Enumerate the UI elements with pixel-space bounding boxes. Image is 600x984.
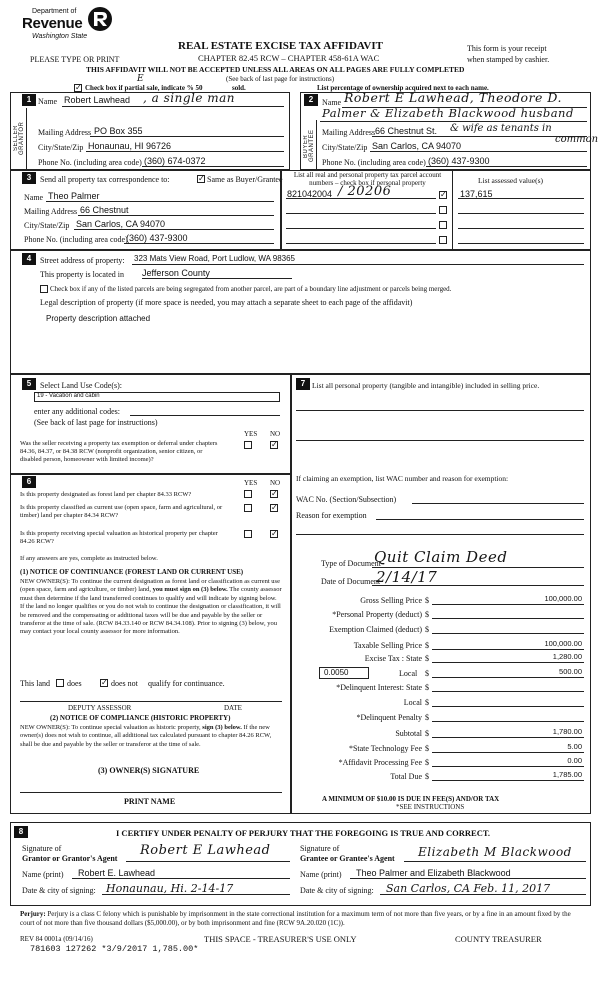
partial-sale-label: Check box if partial sale, indicate % 50: [85, 84, 203, 92]
located-label: This property is located in: [40, 270, 124, 279]
tax-row-value[interactable]: 100,000.00: [544, 594, 582, 603]
grantor-name-print-label: Name (print): [22, 870, 64, 879]
doc-type-label: Type of Document: [321, 559, 381, 568]
dor-logo: [20, 6, 120, 50]
parcel-1-personal-checkbox[interactable]: ✓: [440, 190, 447, 199]
buyer-phone-value[interactable]: (360) 437-9300: [428, 156, 490, 166]
grantor-date-city[interactable]: Honaunau, Hi. 2-14-17: [106, 882, 234, 895]
section-1-number: 1: [22, 94, 36, 106]
seller-phone-value[interactable]: (360) 674-0372: [144, 156, 206, 166]
exemption-yes-checkbox[interactable]: [244, 441, 252, 449]
local-dollar: $: [425, 669, 429, 678]
grantee-signature[interactable]: Elizabeth M Blackwood: [418, 845, 572, 859]
seller-side-label: SELLER GRANTOR: [13, 121, 25, 155]
notice-compliance-c: If the new owner(s) does not wish to continue, all additional tax calculated pursuant to chapter 84.26 RCW, shall be due and payable by the seller or transferor at the time of sale.: [20, 724, 272, 748]
forest-if-yes: If any answers are yes, complete as instructed below.: [20, 555, 158, 562]
section-2-number: 2: [304, 94, 318, 106]
tax-row-label: *Delinquent Interest: State: [336, 683, 422, 692]
forest-q3: Is this property receiving special valuation as historical property per chapter 84.26 RCW?: [20, 530, 218, 545]
parcel-assessed-1[interactable]: 137,615: [460, 189, 493, 199]
type-or-print: PLEASE TYPE OR PRINT: [30, 55, 120, 64]
land-use-code-value: 19 - Vacation and cabin: [37, 393, 100, 399]
same-as-buyer-label: Same as Buyer/Grantee: [207, 175, 283, 184]
tax-row-value[interactable]: 1,785.00: [552, 770, 582, 779]
notice-compliance-body: [20, 724, 282, 749]
land-use-no: NO: [270, 430, 281, 438]
revenue-logo-icon: [86, 6, 114, 32]
tax-row-value[interactable]: 100,000.00: [544, 639, 582, 648]
street-value[interactable]: 323 Mats View Road, Port Ludlow, WA 98365: [134, 254, 295, 263]
local-rate-value: 0.0050: [324, 668, 349, 677]
grantee-sig-label-1: Signature of: [300, 844, 340, 853]
tax-row-dollar: $: [425, 683, 429, 692]
buyer-mailing-label: Mailing Address: [322, 128, 376, 137]
tax-row-label: *Delinquent Penalty: [356, 713, 422, 722]
tax-correspondence-label: Send all property tax correspondence to:: [40, 175, 170, 184]
tc-phone-label: Phone No. (including area code): [24, 235, 128, 244]
located-value[interactable]: Jefferson County: [142, 268, 210, 278]
tc-name-label: Name: [24, 193, 44, 202]
logo-line3: Washington State: [32, 33, 88, 40]
notice-compliance-b: sign (3) below.: [202, 724, 242, 731]
treasurer-use-only: THIS SPACE - TREASURER'S USE ONLY: [204, 934, 357, 944]
exemption-claim-label: If claiming an exemption, list WAC number and reason for exemption:: [296, 474, 509, 483]
notice-continuance-title: (1) NOTICE OF CONTINUANCE (FOREST LAND OR CURRENT USE): [20, 568, 244, 576]
seller-name-handwritten: , a single man: [143, 91, 236, 105]
deputy-assessor-label: DEPUTY ASSESSOR: [68, 704, 132, 712]
tax-row-dollar: $: [425, 596, 429, 605]
land-does-checkbox[interactable]: [56, 679, 64, 687]
form-revision: REV 84 0001a (09/14/16): [20, 935, 93, 943]
grantee-date-city[interactable]: San Carlos, CA Feb. 11, 2017: [386, 882, 551, 895]
land-does-not-checkbox[interactable]: ✓: [101, 678, 108, 687]
notice-compliance-a: NEW OWNER(S): To continue special valuation as historic property,: [20, 724, 201, 731]
section-6-number: 6: [22, 476, 36, 488]
forest-no: NO: [270, 479, 281, 487]
tax-row-dollar: $: [425, 641, 429, 650]
warning-text: THIS AFFIDAVIT WILL NOT BE ACCEPTED UNLESS ALL AREAS ON ALL PAGES ARE FULLY COMPLETED: [86, 65, 465, 74]
tax-row-dollar: $: [425, 625, 429, 634]
seller-name-value[interactable]: Robert Lawhead: [64, 95, 131, 105]
grantor-sig-label-1: Signature of: [22, 844, 62, 853]
tax-row-dollar: $: [425, 772, 429, 781]
grantor-date-city-label: Date & city of signing:: [22, 886, 96, 895]
cashier-stamp: 781603 127262 *3/9/2017 1,785.00*: [30, 944, 199, 954]
buyer-name-line3: & wife as tenants in: [450, 123, 552, 134]
land-does-not-label: does not: [111, 679, 138, 688]
tax-row-dollar: $: [425, 713, 429, 722]
wac-label: WAC No. (Section/Subsection): [296, 495, 397, 504]
section-3-number: 3: [22, 172, 36, 184]
legal-label: Legal description of property (if more space is needed, you may attach a separate sheet to each page of the affidavit): [40, 298, 413, 307]
county-treasurer-label: COUNTY TREASURER: [455, 934, 542, 944]
qualify-label: qualify for continuance.: [148, 679, 225, 688]
tc-mailing-label: Mailing Address: [24, 207, 78, 216]
parcels-header-right: List assessed value(s): [478, 176, 543, 185]
buyer-name-line2: Palmer & Elizabeth Blackwood husband: [322, 106, 574, 120]
notice-continuance-a: NEW OWNER(S): To continue the current designation as forest land or classification as current use (open space, farm and agriculture, or timber) land,: [20, 578, 280, 594]
seller-name-label: Name: [38, 97, 58, 106]
certify-statement: I CERTIFY UNDER PENALTY OF PERJURY THAT THE FOREGOING IS TRUE AND CORRECT.: [116, 828, 491, 838]
tax-row-dollar: $: [425, 654, 429, 663]
partial-sale-checkbox[interactable]: ✓: [75, 83, 82, 92]
grantee-name-print-label: Name (print): [300, 870, 342, 879]
buyer-phone-label: Phone No. (including area code): [322, 158, 426, 167]
parcels-header-left: List all real and personal property tax parcel account numbers – check box if personal property: [293, 171, 442, 187]
ownership-note: List percentage of ownership acquired next to each name.: [317, 84, 489, 92]
perjury-label: Perjury:: [20, 910, 46, 918]
doc-date-value[interactable]: 2/14/17: [376, 568, 438, 586]
parcel-2-personal-checkbox[interactable]: [439, 206, 447, 214]
land-use-yes: YES: [244, 430, 258, 438]
section-8-number: 8: [14, 826, 28, 838]
segregated-label: Check box if any of the listed parcels are being segregated from another parcel, are part of a boundary line adjustment or parcels being merged.: [50, 285, 452, 293]
land-does-label: does: [67, 679, 82, 688]
tax-row-value[interactable]: 5.00: [567, 742, 582, 751]
tax-row-label: Exemption Claimed (deduct): [329, 625, 422, 634]
legal-value[interactable]: Property description attached: [46, 314, 151, 323]
grantor-signature[interactable]: Robert E Lawhead: [140, 843, 271, 858]
forest-q3-no[interactable]: ✓: [271, 529, 278, 538]
section-5-number: 5: [22, 378, 36, 390]
property-section: [10, 250, 591, 374]
receipt-note-1: This form is your receipt: [467, 44, 547, 53]
tc-name-value[interactable]: Theo Palmer: [48, 191, 100, 201]
forest-q1-yes[interactable]: [244, 490, 252, 498]
doc-type-value[interactable]: Quit Claim Deed: [374, 548, 508, 566]
seller-city-label: City/State/Zip: [38, 143, 84, 152]
tax-row-label: Gross Selling Price: [360, 596, 422, 605]
instructions-note: (See back of last page for instructions): [226, 75, 335, 83]
tax-row-dollar: $: [425, 744, 429, 753]
exemption-no-checkbox[interactable]: ✓: [271, 440, 278, 449]
tax-row-label: Taxable Selling Price: [353, 641, 422, 650]
tax-row-dollar: $: [425, 610, 429, 619]
local-label: Local: [399, 669, 418, 678]
section-7-number: 7: [296, 378, 310, 390]
perjury-notice: [20, 910, 586, 928]
forest-q2: Is this property classified as current use (open space, farm and agricultural, or timber) land per chapter 84.34 RCW?: [20, 504, 223, 519]
tax-row-dollar: $: [425, 698, 429, 707]
exemption-reason-label: Reason for exemption: [296, 511, 367, 520]
minimum-due-note: A MINIMUM OF $10.00 IS DUE IN FEE(S) AND/OR TAX: [322, 795, 500, 803]
form-title: REAL ESTATE EXCISE TAX AFFIDAVIT: [178, 40, 383, 52]
tax-row-dollar: $: [425, 729, 429, 738]
grantee-date-city-label: Date & city of signing:: [300, 886, 374, 895]
buyer-mailing-value[interactable]: 66 Chestnut St.: [375, 126, 438, 136]
forest-q1: Is this property designated as forest land per chapter 84.33 RCW?: [20, 491, 192, 498]
notice-compliance-title: (2) NOTICE OF COMPLIANCE (HISTORIC PROPERTY): [50, 714, 231, 722]
tc-city-value[interactable]: San Carlos, CA 94070: [76, 219, 166, 229]
tax-row-label: Subtotal: [395, 729, 422, 738]
this-land-label: This land: [20, 679, 50, 688]
grantee-name-print[interactable]: Theo Palmer and Elizabeth Blackwood: [356, 868, 511, 878]
forest-q1-no[interactable]: ✓: [271, 489, 278, 498]
buyer-name-line1: Robert E Lawhead, Theodore D.: [344, 90, 562, 105]
grantor-sig-label-2: Grantor or Grantor's Agent: [22, 854, 118, 863]
tax-row-label: *Personal Property (deduct): [332, 610, 422, 619]
seller-city-value[interactable]: Honaunau, HI 96726: [88, 141, 172, 151]
street-label: Street address of property:: [40, 256, 125, 265]
segregated-checkbox[interactable]: [40, 285, 48, 293]
tc-mailing-value[interactable]: 66 Chestnut: [80, 205, 129, 215]
parcel-3-personal-checkbox[interactable]: [439, 221, 447, 229]
tax-row-label: Total Due: [390, 772, 422, 781]
land-use-label: Select Land Use Code(s):: [40, 381, 122, 390]
partial-sale-suffix: sold.: [232, 84, 246, 92]
grantee-sig-label-2: Grantee or Grantee's Agent: [300, 854, 395, 863]
section-4-number: 4: [22, 253, 36, 265]
form-chapter: CHAPTER 82.45 RCW – CHAPTER 458-61A WAC: [198, 53, 380, 63]
parcel-account-1[interactable]: 821042004: [287, 189, 333, 199]
buyer-name-label: Name: [322, 98, 342, 107]
seller-phone-label: Phone No. (including area code): [38, 158, 142, 167]
see-back-label: (See back of last page for instructions): [34, 418, 158, 427]
additional-codes-label: enter any additional codes:: [34, 407, 120, 416]
forest-q2-yes[interactable]: [244, 504, 252, 512]
notice-continuance-body: [20, 578, 282, 637]
forest-section: [10, 474, 291, 814]
seller-mailing-value[interactable]: PO Box 355: [94, 126, 143, 136]
tax-row-dollar: $: [425, 758, 429, 767]
perjury-text: Perjury is a class C felony which is punishable by imprisonment in the state correctional institution for a maximum term of not more than five years, or by a fine in an amount fixed by the court of not more than five thousand dollars ($5,000.00), or by both imprisonment and fine (RCW 9A.20.020 (1C)).: [20, 910, 571, 927]
tax-row-label: *State Technology Fee: [348, 744, 422, 753]
tax-row-value[interactable]: 1,780.00: [552, 727, 582, 736]
buyer-city-value[interactable]: San Carlos, CA 94070: [372, 141, 462, 151]
tax-row-label: *Affidavit Processing Fee: [338, 758, 422, 767]
parcel-account-1-hw: / 20206: [338, 184, 392, 199]
owner-signature-label: (3) OWNER(S) SIGNATURE: [98, 766, 200, 775]
tax-row-value[interactable]: 0.00: [567, 756, 582, 765]
forest-q3-yes[interactable]: [244, 530, 252, 538]
buyer-city-label: City/State/Zip: [322, 143, 368, 152]
tax-row-label: Local: [403, 698, 422, 707]
buyer-name-line4: common: [555, 134, 599, 145]
personal-property-label: List all personal property (tangible and intangible) included in selling price.: [312, 381, 540, 390]
doc-date-label: Date of Document: [321, 577, 381, 586]
notice-continuance-b: you must sign on (3) below.: [152, 586, 228, 594]
deputy-date-label: DATE: [224, 704, 242, 712]
seller-mailing-label: Mailing Address: [38, 128, 92, 137]
tax-row-label: Excise Tax : State: [364, 654, 422, 663]
see-instructions-note: *SEE INSTRUCTIONS: [396, 803, 465, 811]
print-name-label: PRINT NAME: [124, 797, 176, 806]
receipt-note-2: when stamped by cashier.: [467, 55, 550, 64]
forest-q2-no[interactable]: ✓: [271, 503, 278, 512]
same-as-buyer-checkbox[interactable]: ✓: [198, 174, 205, 183]
buyer-side-label: BUYER GRANTEE: [303, 129, 315, 163]
tax-row-value[interactable]: 1,280.00: [552, 652, 582, 661]
notice-continuance-c: The county assessor must then determine if the land transferred continues to qualify and will indicate by signing below. If the land no longer qualifies or you do not wish to continue the designation or classification, it will be removed and the compensating or additional taxes will be due and payable by the seller or transferor at the time of sale. (RCW 84.33.140 or RCW 84.34.108). Prior to signing (3) below, you may contact your local county assessor for more information.: [20, 586, 282, 636]
partial-sale-mark: E: [137, 74, 144, 84]
parcel-4-personal-checkbox[interactable]: [439, 236, 447, 244]
forest-yes: YES: [244, 479, 258, 487]
grantor-name-print[interactable]: Robert E. Lawhead: [78, 868, 156, 878]
local-value[interactable]: 500.00: [559, 667, 582, 676]
logo-line1: Department of: [32, 8, 77, 15]
tc-city-label: City/State/Zip: [24, 221, 70, 230]
logo-line2: Revenue: [22, 15, 83, 32]
tc-phone-value[interactable]: (360) 437-9300: [126, 233, 188, 243]
exemption-question: Was the seller receiving a property tax exemption or deferral under chapters 84.36, 84.37, or 84.38 RCW (nonprofit organization, senior citizen, or disabled person, homeowner with limited income)?: [20, 440, 218, 463]
